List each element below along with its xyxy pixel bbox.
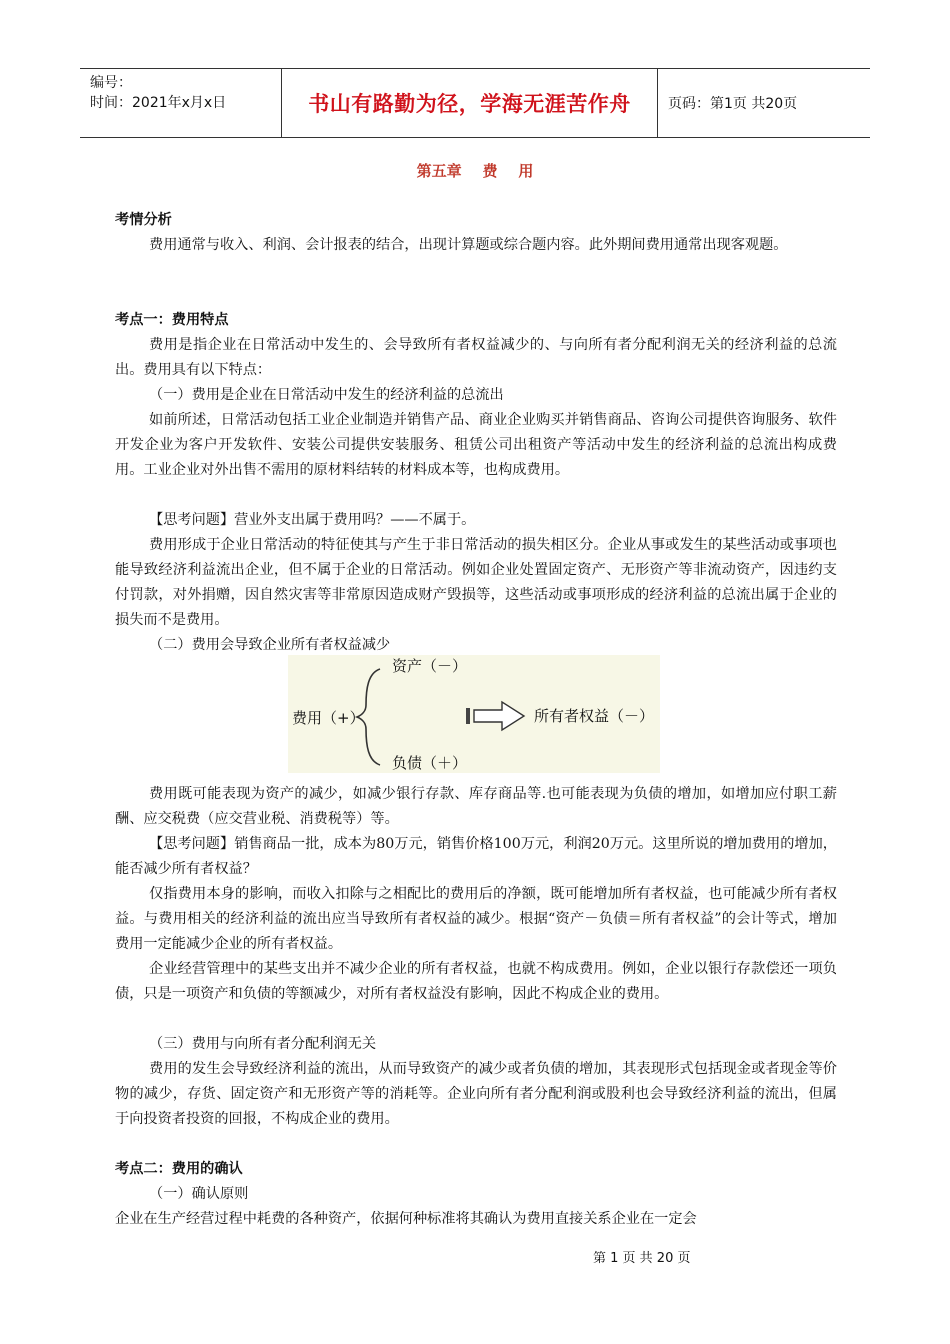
chapter-title: 第五章 费 用 xyxy=(416,162,534,180)
arrow-tail-bar xyxy=(466,708,470,724)
paragraph: 仅指费用本身的影响，而收入扣除与之相配比的费用后的净额，既可能增加所有者权益，也可能减少所有者权益。与费用相关的经济利益的流出应当导致所有者权益的减少。根据“资产－负债＝所有者权益”的会计等式，增加费用一定能减少企业的所有者权益。 xyxy=(115,886,837,952)
paragraph: （一）确认原则 xyxy=(149,1186,249,1202)
paragraph: （三）费用与向所有者分配利润无关 xyxy=(149,1036,377,1052)
page-header xyxy=(80,68,870,138)
time-label: 时间：2021年x月x日 xyxy=(90,95,227,111)
paragraph: 费用是指企业在日常活动中发生的、会导致所有者权益减少的、与向所有者分配利润无关的经济利益的总流出。费用具有以下特点： xyxy=(115,337,837,378)
right-arrow-icon xyxy=(474,702,524,730)
paragraph: 企业在生产经营过程中耗费的各种资产，依据何种标准将其确认为费用直接关系企业在一定会 xyxy=(115,1211,697,1227)
paragraph: 企业经营管理中的某些支出并不减少企业的所有者权益，也就不构成费用。例如，企业以银行存款偿还一项负债，只是一项资产和负债的等额减少，对所有者权益没有影响，因此不构成企业的费用。 xyxy=(115,961,837,1002)
header-page-info: 页码：第1页 共20页 xyxy=(668,96,798,112)
paragraph: 【思考问题】销售商品一批，成本为80万元，销售价格100万元，利润20万元。这里所说的增加费用的增加，能否减少所有者权益？ xyxy=(115,836,837,877)
header-motto: 书山有路勤为径，学海无涯苦作舟 xyxy=(281,69,658,137)
diagram-equity: 所有者权益（－） xyxy=(534,707,655,725)
equity-diagram xyxy=(288,655,660,773)
paragraph: 如前所述，日常活动包括工业企业制造并销售产品、商业企业购买并销售商品、咨询公司提供咨询服务、软件开发企业为客户开发软件、安装公司提供安装服务、租赁公司出租资产等活动中发生的经济利益的总流出构成费用。工业企业对外出售不需用的原材料结转的材料成本等，也构成费用。 xyxy=(115,412,837,478)
paragraph: 费用的发生会导致经济利益的流出，从而导致资产的减少或者负债的增加，其表现形式包括现金或者现金等价物的减少，存货、固定资产和无形资产等的消耗等。企业向所有者分配利润或股利也会导致经济利益的流出，但属于向投资者投资的回报，不构成企业的费用。 xyxy=(115,1061,837,1127)
diagram-asset: 资产（－） xyxy=(392,657,468,675)
section-heading: 考点一：费用特点 xyxy=(115,312,229,328)
diagram-expense: 费用（+） xyxy=(292,709,365,727)
paragraph: （一）费用是企业在日常活动中发生的经济利益的总流出 xyxy=(149,387,504,403)
paragraph: 费用既可能表现为资产的减少，如减少银行存款、库存商品等.也可能表现为负债的增加，如增加应付职工薪酬、应交税费（应交营业税、消费税等）等。 xyxy=(115,786,837,827)
paragraph: 费用形成于企业日常活动的特征使其与产生于非日常活动的损失相区分。企业从事或发生的某些活动或事项也能导致经济利益流出企业，但不属于企业的日常活动。例如企业处置固定资产、无形资产等非流动资产，因违约支付罚款，对外捐赠，因自然灾害等非常原因造成财产毁损等，这些活动或事项形成的经济利益的总流出属于企业的损失而不是费用。 xyxy=(115,537,837,628)
header-meta xyxy=(80,69,281,137)
paragraph: 费用通常与收入、利润、会计报表的结合，出现计算题或综合题内容。此外期间费用通常出现客观题。 xyxy=(149,237,788,253)
number-label: 编号： xyxy=(90,75,132,91)
section-heading: 考情分析 xyxy=(115,212,172,228)
page-footer: 第 1 页 共 20 页 xyxy=(593,1251,691,1266)
paragraph: （二）费用会导致企业所有者权益减少 xyxy=(149,637,391,653)
paragraph: 【思考问题】营业外支出属于费用吗？——不属于。 xyxy=(149,512,476,528)
diagram-liability: 负债（＋） xyxy=(392,754,468,772)
section-heading: 考点二：费用的确认 xyxy=(115,1161,243,1177)
